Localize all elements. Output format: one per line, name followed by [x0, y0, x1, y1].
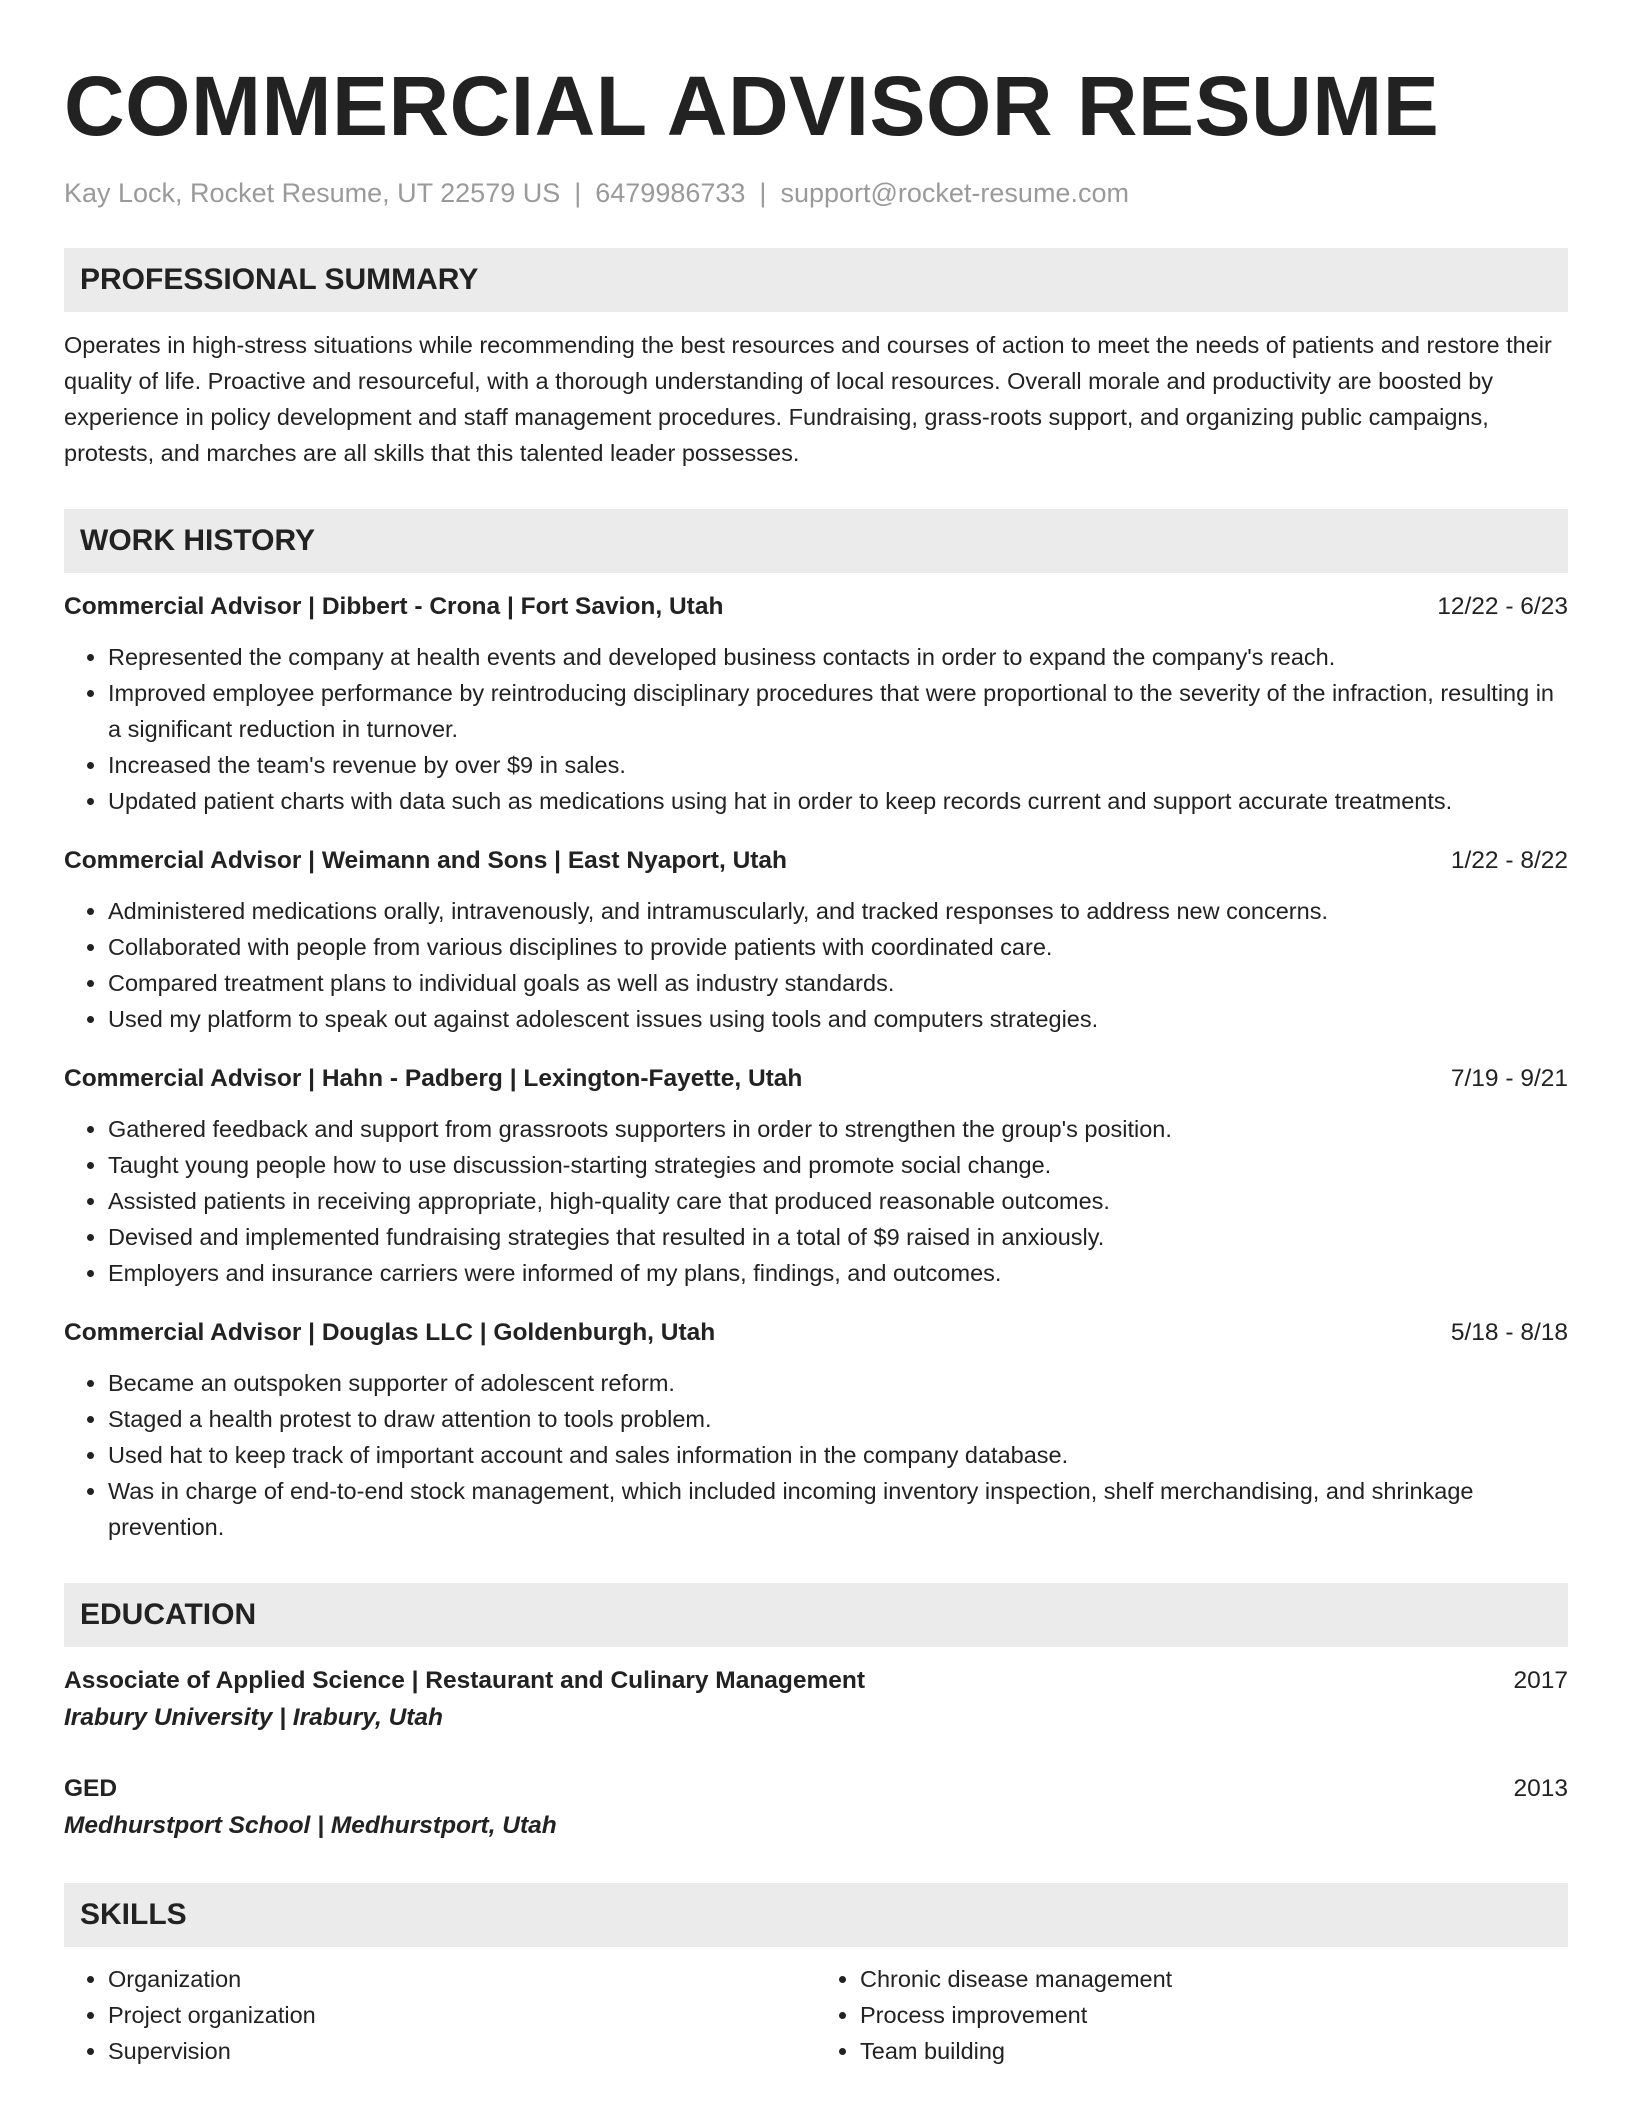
job-bullets [64, 639, 1568, 819]
contact-address: Kay Lock, Rocket Resume, UT 22579 US [64, 178, 561, 208]
education-school: Medhurstport School | Medhurstport, Utah [64, 1812, 557, 1839]
skill-item: • Supervision [108, 2033, 816, 2069]
job-bullet: • Was in charge of end-to-end stock management, which included incoming inventory inspection, shelf merchandising, and shrinkage prevention. [108, 1473, 1568, 1545]
job-date: 7/19 - 9/21 [1450, 1065, 1568, 1092]
education-degree: GED [64, 1775, 118, 1802]
contact-separator: | [759, 178, 767, 208]
contact-separator: | [574, 178, 582, 208]
job-bullet: • Employers and insurance carriers were informed of my plans, findings, and outcomes. [108, 1255, 1568, 1291]
contact-email: support@rocket-resume.com [780, 178, 1129, 208]
job-title: Commercial Advisor | Hahn - Padberg | Lexington-Fayette, Utah [64, 1065, 803, 1092]
job-bullet: • Improved employee performance by reintroducing disciplinary procedures that were proportional to the severity of the infraction, resulting in a significant reduction in turnover. [108, 675, 1568, 747]
job-entry [64, 589, 1568, 819]
skills-column-right [816, 1961, 1568, 2069]
contact-line [64, 176, 1568, 210]
job-date: 5/18 - 8/18 [1450, 1319, 1568, 1346]
job-entry [64, 1061, 1568, 1291]
section-heading-summary: PROFESSIONAL SUMMARY [64, 248, 1568, 312]
job-title: Commercial Advisor | Weimann and Sons | East Nyaport, Utah [64, 847, 788, 874]
section-heading-education: EDUCATION [64, 1583, 1568, 1647]
job-bullet: • Used hat to keep track of important account and sales information in the company database. [108, 1437, 1568, 1473]
contact-phone: 6479986733 [595, 178, 746, 208]
job-bullet: • Assisted patients in receiving appropriate, high-quality care that produced reasonable outcomes. [108, 1183, 1568, 1219]
job-bullet: • Compared treatment plans to individual goals as well as industry standards. [108, 965, 1568, 1001]
job-entry [64, 843, 1568, 1037]
education-entry [64, 1663, 1568, 1737]
job-bullets [64, 1111, 1568, 1291]
job-bullet: • Represented the company at health events and developed business contacts in order to expand the company's reach. [108, 639, 1568, 675]
job-bullet: • Updated patient charts with data such as medications using hat in order to keep records current and support accurate treatments. [108, 783, 1568, 819]
education-school: Irabury University | Irabury, Utah [64, 1704, 444, 1731]
job-bullet: • Administered medications orally, intravenously, and intramuscularly, and tracked responses to address new concerns. [108, 893, 1568, 929]
education-degree: Associate of Applied Science | Restaurant and Culinary Management [64, 1667, 866, 1694]
job-header [64, 1061, 1568, 1097]
section-heading-skills: SKILLS [64, 1883, 1568, 1947]
education-entry [64, 1771, 1568, 1845]
job-bullet: • Devised and implemented fundraising strategies that resulted in a total of $9 raised in anxiously. [108, 1219, 1568, 1255]
education-year: 2017 [1513, 1667, 1568, 1694]
section-heading-work: WORK HISTORY [64, 509, 1568, 573]
job-bullet: • Staged a health protest to draw attention to tools problem. [108, 1401, 1568, 1437]
summary-text: Operates in high-stress situations while recommending the best resources and courses of action to meet the needs of patients and restore their quality of life. Proactive and resourceful, with a thorough understanding of local resources. Overall morale and productivity are boosted by experience in policy development and staff management procedures. Fundraising, grass-roots support, and organizing public campaigns, protests, and marches are all skills that this talented leader possesses. [64, 332, 1552, 466]
job-date: 1/22 - 8/22 [1450, 847, 1568, 874]
skills-list [64, 1961, 1568, 2069]
job-bullets [64, 1365, 1568, 1545]
job-date: 12/22 - 6/23 [1437, 593, 1568, 620]
job-header [64, 1315, 1568, 1351]
skill-item: • Team building [860, 2033, 1568, 2069]
job-bullet: • Gathered feedback and support from grassroots supporters in order to strengthen the group's position. [108, 1111, 1568, 1147]
job-bullet: • Increased the team's revenue by over $9 in sales. [108, 747, 1568, 783]
job-header [64, 589, 1568, 625]
skill-item: • Process improvement [860, 1997, 1568, 2033]
education-header [64, 1663, 1568, 1699]
job-bullet: • Used my platform to speak out against adolescent issues using tools and computers strategies. [108, 1001, 1568, 1037]
education-header [64, 1771, 1568, 1807]
job-title: Commercial Advisor | Dibbert - Crona | Fort Savion, Utah [64, 593, 724, 620]
skill-item: • Chronic disease management [860, 1961, 1568, 1997]
job-entry [64, 1315, 1568, 1545]
page-title: COMMERCIAL ADVISOR RESUME [64, 59, 1440, 153]
job-bullets [64, 893, 1568, 1037]
skill-item: • Organization [108, 1961, 816, 1997]
job-bullet: • Became an outspoken supporter of adolescent reform. [108, 1365, 1568, 1401]
job-header [64, 843, 1568, 879]
skill-item: • Project organization [108, 1997, 816, 2033]
education-year: 2013 [1513, 1775, 1568, 1802]
job-bullet: • Taught young people how to use discussion-starting strategies and promote social change. [108, 1147, 1568, 1183]
job-bullet: • Collaborated with people from various disciplines to provide patients with coordinated care. [108, 929, 1568, 965]
job-title: Commercial Advisor | Douglas LLC | Goldenburgh, Utah [64, 1319, 716, 1346]
skills-column-left [64, 1961, 816, 2069]
